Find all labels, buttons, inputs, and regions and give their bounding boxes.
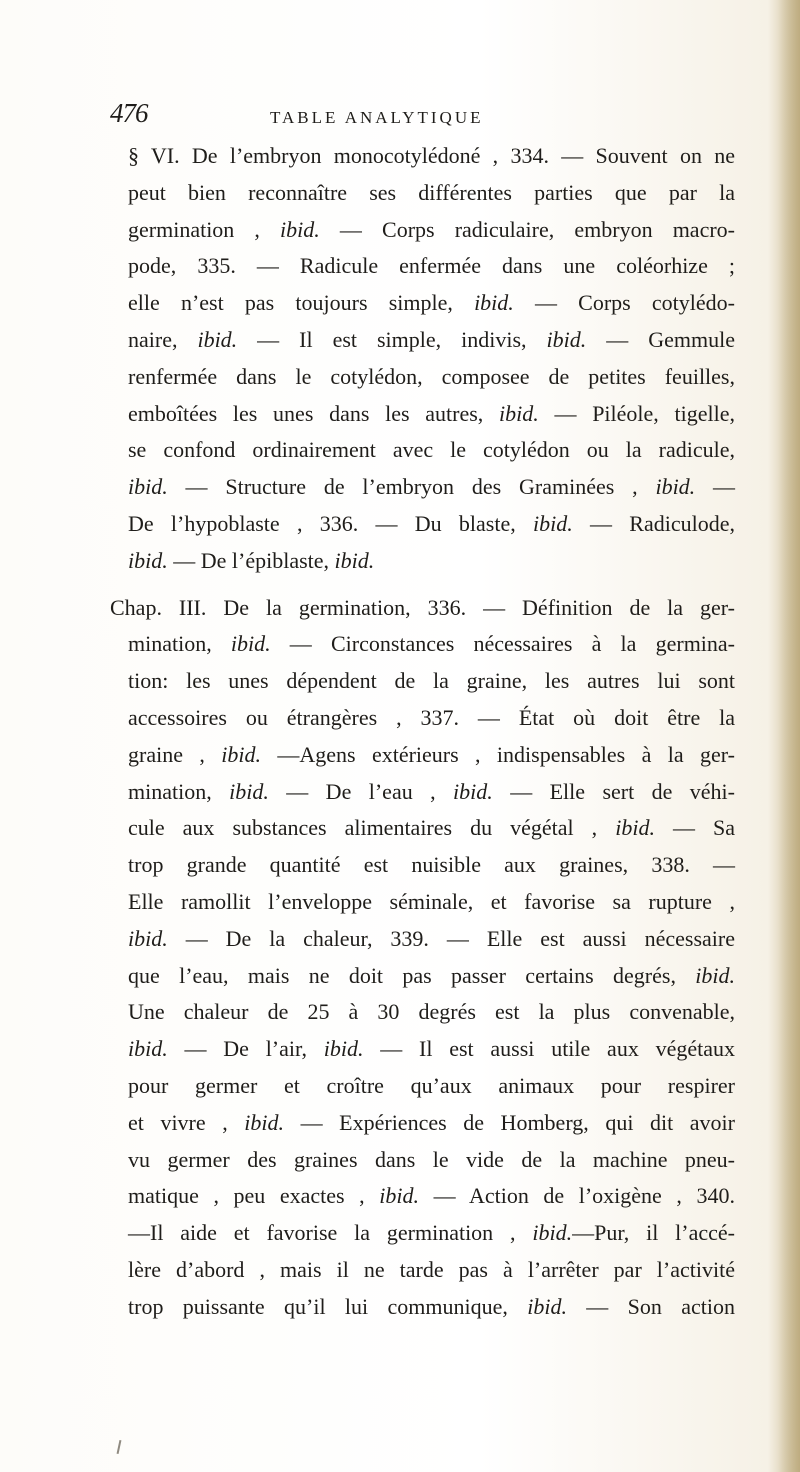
text-line: mination, ibid. — De l’eau , ibid. — Elle sert de véhi-	[128, 778, 735, 804]
stray-mark	[117, 1440, 122, 1454]
text-line: ibid. — De la chaleur, 339. — Elle est aussi nécessaire	[128, 925, 735, 951]
text-line: et vivre , ibid. — Expériences de Homberg, qui dit avoir	[128, 1109, 735, 1135]
text-line: ibid. — De l’épiblaste, ibid.	[128, 547, 375, 573]
text-line: emboîtées les unes dans les autres, ibid. — Piléole, tigelle,	[128, 400, 735, 426]
text-line: pode, 335. — Radicule enfermée dans une coléorhize ;	[128, 253, 735, 279]
page-header	[110, 98, 730, 134]
text-line: trop grande quantité est nuisible aux graines, 338. —	[128, 852, 735, 878]
text-line: Chap. III. De la germination, 336. — Définition de la ger-	[110, 594, 735, 620]
text-line: que l’eau, mais ne doit pas passer certains degrés, ibid.	[128, 962, 735, 988]
text-line: De l’hypoblaste , 336. — Du blaste, ibid. — Radiculode,	[128, 510, 736, 536]
text-line: —Il aide et favorise la germination , ibid.—Pur, il l’accé-	[128, 1220, 735, 1246]
text-line: Une chaleur de 25 à 30 degrés est la plus convenable,	[128, 999, 735, 1025]
text-line: germination , ibid. — Corps radiculaire, embryon macro-	[128, 216, 735, 242]
text-line: vu germer des graines dans le vide de la machine pneu-	[128, 1146, 735, 1172]
text-line: peut bien reconnaître ses différentes parties que par la	[128, 179, 735, 205]
text-line: accessoires ou étrangères , 337. — État où doit être la	[128, 704, 735, 730]
text-line: lère d’abord , mais il ne tarde pas à l’arrêter par l’activité	[128, 1256, 735, 1282]
text-line: trop puissante qu’il lui communique, ibid. — Son action	[128, 1293, 735, 1319]
text-line: se confond ordinairement avec le cotylédon ou la radicule,	[128, 437, 735, 463]
text-line: pour germer et croître qu’aux animaux pour respirer	[128, 1072, 735, 1098]
index-body	[110, 138, 735, 1326]
text-line: elle n’est pas toujours simple, ibid. — Corps cotylédo-	[128, 290, 735, 316]
paragraph-germination	[110, 590, 735, 1326]
text-line: § VI. De l’embryon monocotylédoné , 334. — Souvent on ne	[128, 143, 735, 168]
paragraph-embryon-monocotyledone	[110, 138, 735, 580]
text-line: matique , peu exactes , ibid. — Action de l’oxigène , 340.	[128, 1183, 735, 1209]
page-edge-shadow	[778, 0, 800, 1472]
page-number: 476	[110, 98, 148, 128]
text-line: graine , ibid. —Agens extérieurs , indispensables à la ger-	[128, 741, 735, 767]
running-title: TABLE ANALYTIQUE	[270, 108, 484, 127]
text-line: ibid. — De l’air, ibid. — Il est aussi utile aux végétaux	[128, 1036, 735, 1062]
text-line: naire, ibid. — Il est simple, indivis, ibid. — Gemmule	[128, 326, 735, 352]
text-line: tion: les unes dépendent de la graine, les autres lui sont	[128, 668, 735, 694]
text-line: Elle ramollit l’enveloppe séminale, et favorise sa rupture ,	[128, 888, 735, 914]
text-line: ibid. — Structure de l’embryon des Graminées , ibid. —	[128, 474, 736, 500]
text-line: mination, ibid. — Circonstances nécessaires à la germina-	[128, 631, 736, 657]
text-line: renfermée dans le cotylédon, composee de petites feuilles,	[128, 363, 735, 389]
text-line: cule aux substances alimentaires du végétal , ibid. — Sa	[128, 815, 736, 841]
